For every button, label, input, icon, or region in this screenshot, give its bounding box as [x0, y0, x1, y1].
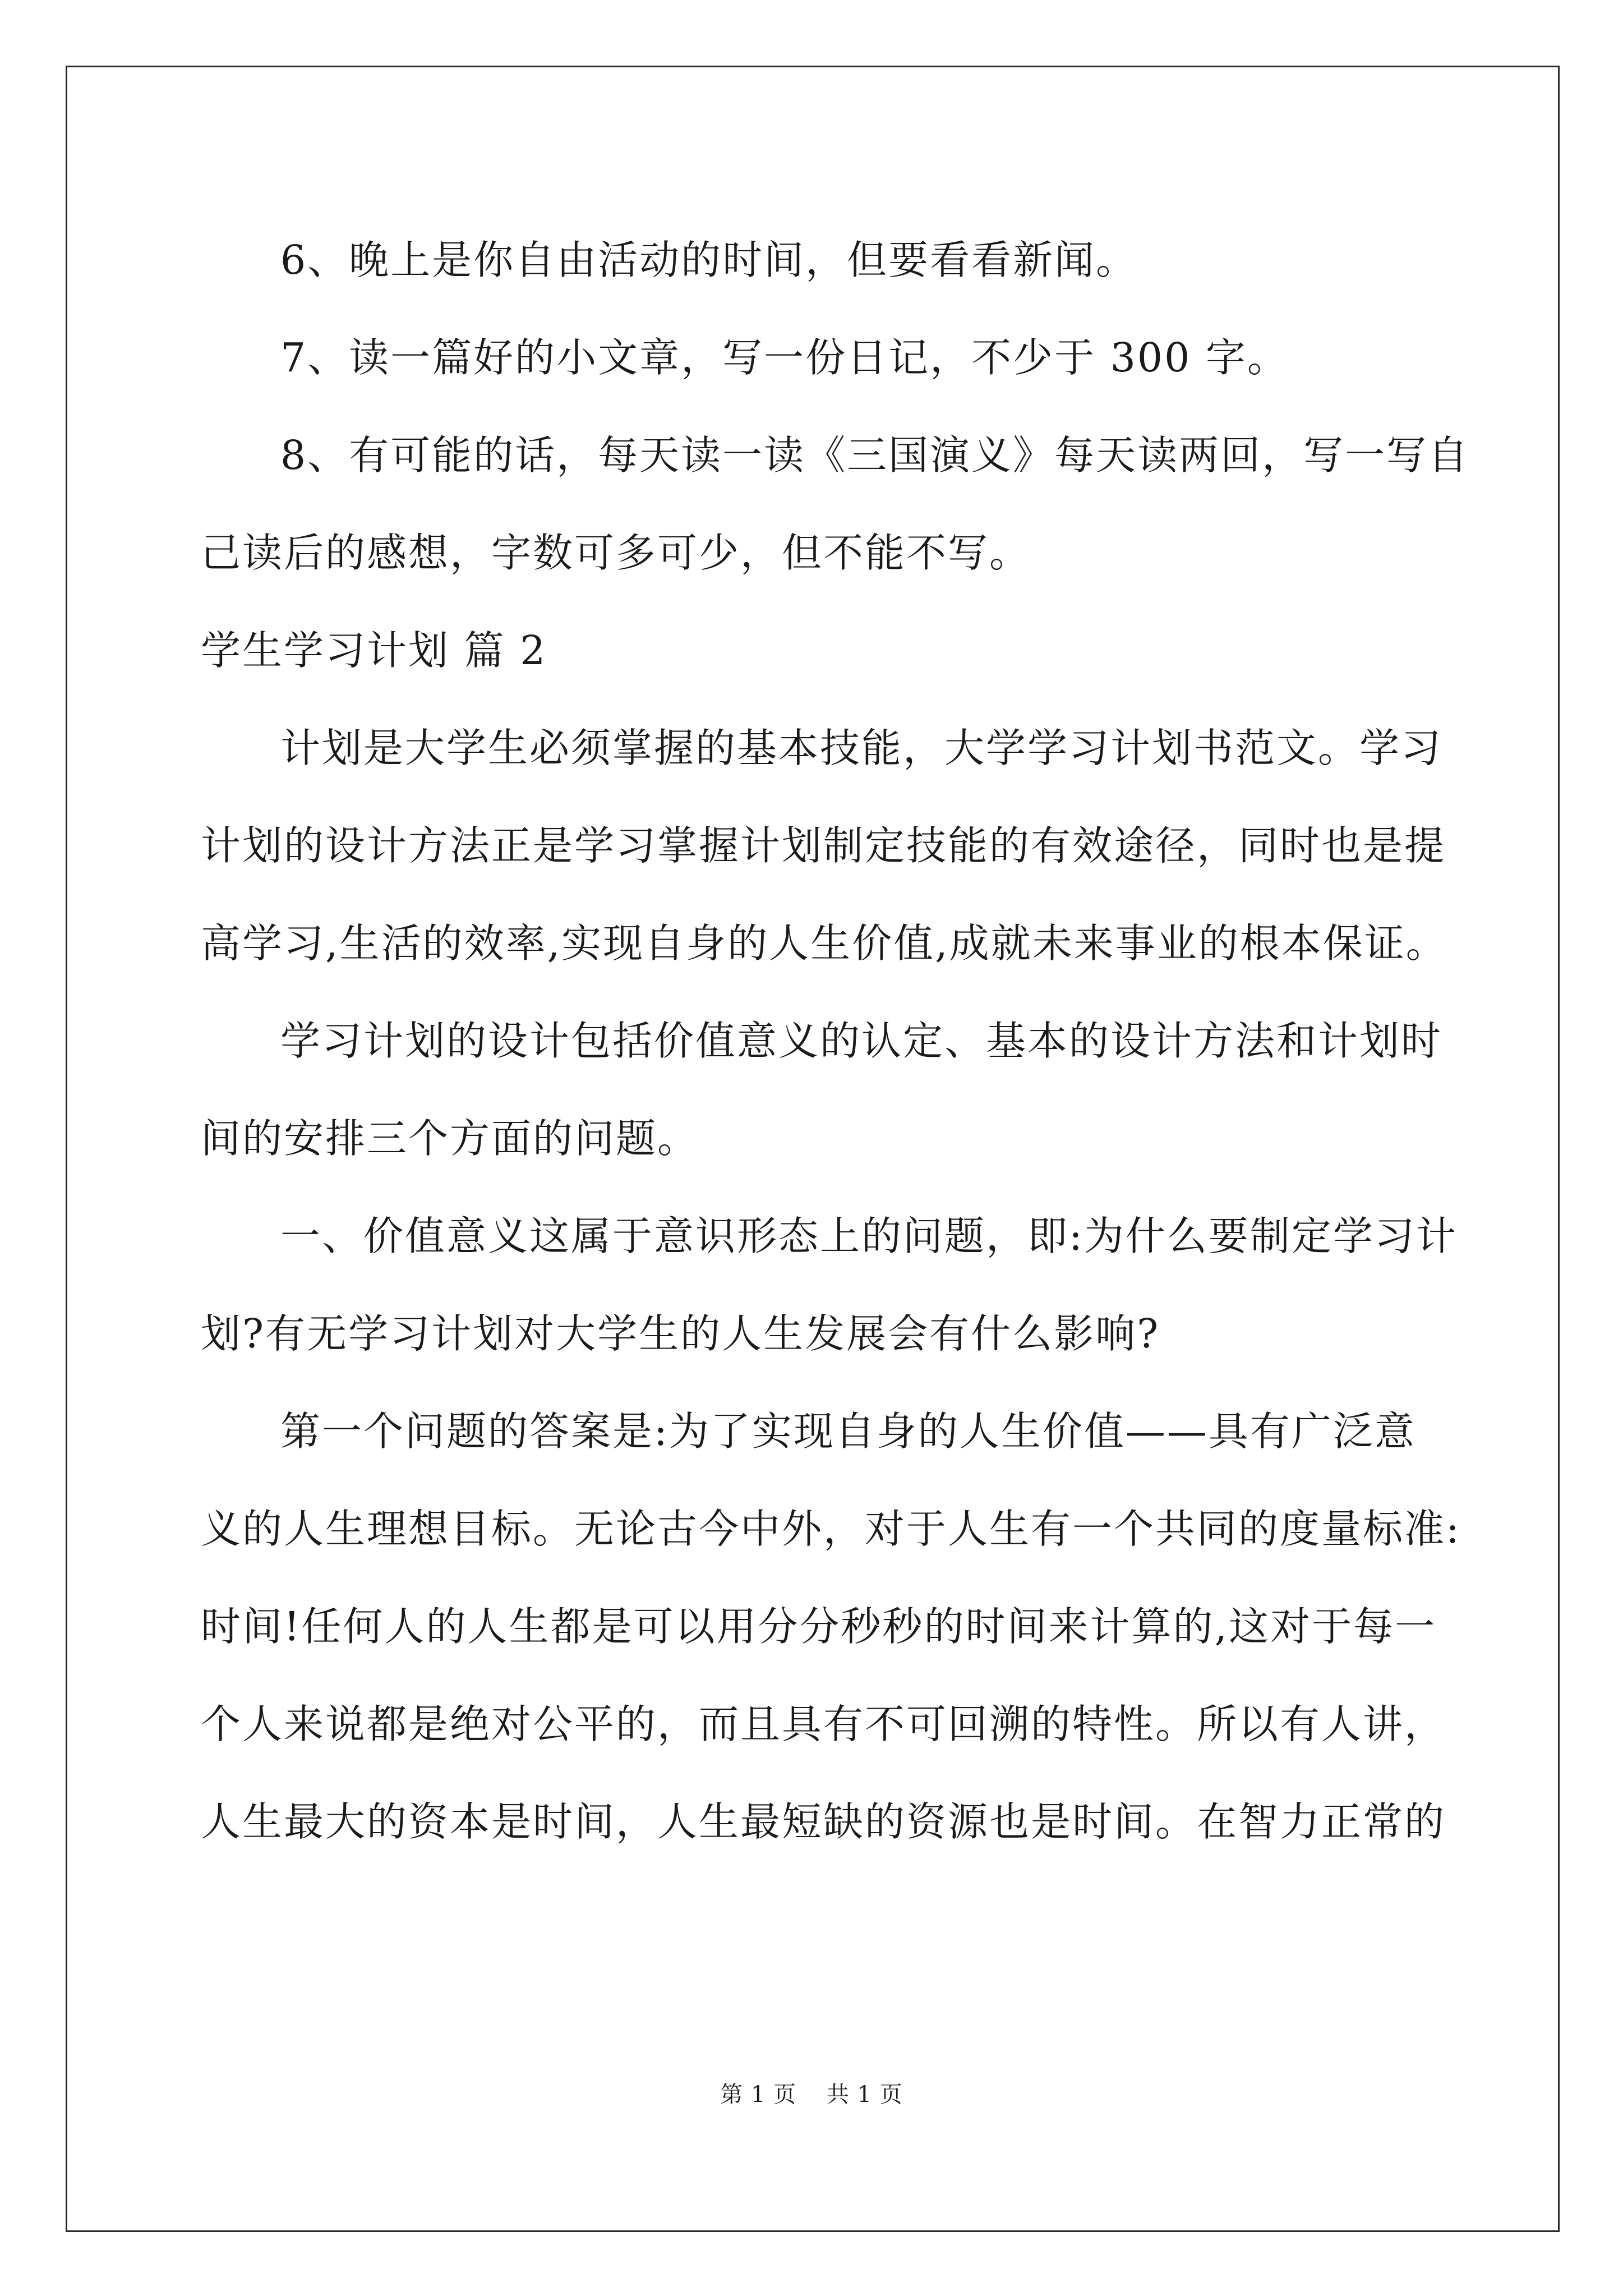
text-line: 8、有可能的话，每天读一读《三国演义》每天读两回，写一写自 — [280, 432, 1470, 478]
page-footer — [0, 2079, 1623, 2110]
section-heading: 学生学习计划 篇 2 — [201, 627, 547, 674]
text-line: 6、晚上是你自由活动的时间，但要看看新闻。 — [280, 237, 1138, 283]
text-line: 间的安排三个方面的问题。 — [201, 1115, 699, 1162]
text-line: 一、价值意义这属于意识形态上的问题，即:为什么要制定学习计 — [280, 1213, 1458, 1259]
page-number: 第 1 页 — [720, 2082, 797, 2108]
text-line: 计划是大学生必须掌握的基本技能，大学学习计划书范文。学习 — [280, 725, 1443, 771]
text-line: 学习计划的设计包括价值意义的认定、基本的设计方法和计划时 — [280, 1018, 1443, 1064]
text-line: 己读后的感想，字数可多可少，但不能不写。 — [201, 530, 1031, 576]
text-line: 7、读一篇好的小文章，写一份日记，不少于 300 字。 — [280, 334, 1289, 381]
text-line: 第一个问题的答案是:为了实现自身的人生价值——具有广泛意 — [280, 1408, 1416, 1455]
text-line: 人生最大的资本是时间，人生最短缺的资源也是时间。在智力正常的 — [201, 1798, 1446, 1845]
text-line: 高学习,生活的效率,实现自身的人生价值,成就未来事业的根本保证。 — [201, 920, 1447, 967]
text-line: 个人来说都是绝对公平的，而且具有不可回溯的特性。所以有人讲， — [201, 1701, 1446, 1747]
document-body — [201, 211, 1470, 1871]
text-line: 计划的设计方法正是学习掌握计划制定技能的有效途径，同时也是提 — [201, 822, 1446, 869]
page-total: 共 1 页 — [826, 2082, 903, 2108]
text-line: 时间!任何人的人生都是可以用分分秒秒的时间来计算的,这对于每一 — [201, 1603, 1437, 1650]
text-line: 划?有无学习计划对大学生的人生发展会有什么影响? — [201, 1310, 1160, 1357]
text-line: 义的人生理想目标。无论古今中外，对于人生有一个共同的度量标准: — [201, 1506, 1461, 1552]
